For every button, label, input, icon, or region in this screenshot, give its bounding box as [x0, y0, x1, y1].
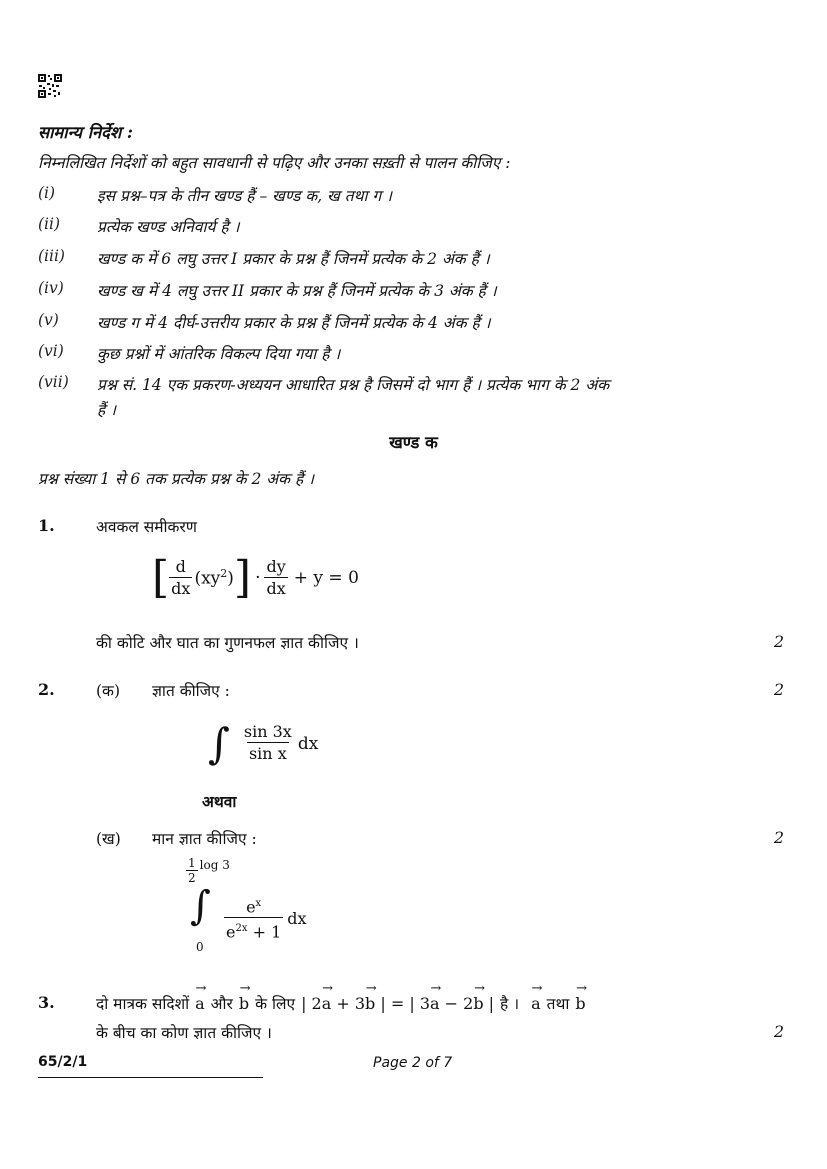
- instruction-item: [38, 215, 790, 239]
- question-number: 3.: [38, 993, 55, 1012]
- question-text: तथा: [546, 995, 570, 1013]
- instruction-text: प्रश्न सं. 14 एक प्रकरण-अध्ययन आधारित प्रश्न है जिसमें दो भाग हैं । प्रत्येक भाग के 2 अंक: [97, 376, 610, 394]
- instruction-text: कुछ प्रश्नों में आंतरिक विकल्प दिया गया है ।: [97, 345, 341, 363]
- marks: 2: [773, 680, 784, 699]
- question-text: अवकल समीकरण: [96, 518, 198, 536]
- definite-integral-expression: $\frac{1}{2}$ log 3 ∫ 0 $\frac{e^x}{e^{2x} + 1}$ dx: [188, 856, 307, 954]
- page-number: Page 2 of 7: [373, 1055, 453, 1071]
- question-text: की कोटि और घात का गुणनफल ज्ञात कीजिए ।: [96, 634, 359, 652]
- instruction-number: (ii): [38, 215, 61, 233]
- question-text: के लिए: [255, 995, 296, 1013]
- instruction-text: खण्ड क में 6 लघु उत्तर I प्रकार के प्रश्न हैं जिनमें प्रत्येक के 2 अंक हैं ।: [97, 250, 490, 268]
- instruction-item: [38, 247, 790, 271]
- instruction-text: खण्ड ग में 4 दीर्घ-उत्तरीय प्रकार के प्रश्न हैं जिनमें प्रत्येक के 4 अंक हैं ।: [97, 314, 491, 332]
- marks: 2: [773, 632, 784, 651]
- instruction-item: [38, 311, 790, 335]
- question-number: 1.: [38, 516, 55, 535]
- instructions-heading: सामान्य निर्देश :: [38, 123, 133, 142]
- section-title: खण्ड क: [389, 433, 438, 452]
- instructions-intro: निम्नलिखित निर्देशों को बहुत सावधानी से पढ़िए और उनका सख़्ती से पालन कीजिए :: [38, 154, 511, 172]
- marks: 2: [773, 828, 784, 847]
- instruction-text-continued: हैं ।: [97, 401, 117, 419]
- option-label: (ख): [96, 830, 121, 848]
- instruction-text: खण्ड ख में 4 लघु उत्तर II प्रकार के प्रश्न हैं जिनमें प्रत्येक के 3 अंक हैं ।: [97, 282, 497, 300]
- instruction-item: [38, 184, 790, 208]
- paper-code: 65/2/1: [38, 1054, 88, 1070]
- or-separator: अथवा: [202, 792, 237, 811]
- section-note: प्रश्न संख्या 1 से 6 तक प्रत्येक प्रश्न के 2 अंक हैं ।: [38, 470, 314, 488]
- instruction-item: [38, 342, 790, 366]
- vector-a: → a: [531, 994, 541, 1013]
- question-text: है ।: [500, 995, 520, 1013]
- qr-code-icon: [38, 74, 62, 98]
- question-text: और: [210, 995, 233, 1013]
- instruction-number: (iii): [38, 247, 65, 265]
- question-text: दो मात्रक सदिशों: [96, 995, 190, 1013]
- question-text: के बीच का कोण ज्ञात कीजिए ।: [96, 1024, 272, 1042]
- instruction-text: इस प्रश्न–पत्र के तीन खण्ड हैं – खण्ड क, ख तथा ग ।: [97, 187, 392, 205]
- marks: 2: [773, 1022, 784, 1041]
- instruction-text: प्रत्येक खण्ड अनिवार्य है ।: [97, 218, 240, 236]
- instruction-number: (vi): [38, 342, 64, 360]
- footer-divider: [38, 1077, 263, 1078]
- instruction-item: [38, 279, 790, 303]
- question-text-line: [96, 992, 586, 1014]
- question-number: 2.: [38, 680, 55, 699]
- instruction-number: (i): [38, 184, 56, 202]
- instruction-number: (v): [38, 311, 59, 329]
- differential-equation: [ $\frac{d}{dx}$ $(xy^2)$ ] · $\frac{dy}{dx}$ + y = 0: [152, 552, 359, 603]
- vector-a: → a: [195, 994, 205, 1013]
- instruction-number: (iv): [38, 279, 64, 297]
- question-text: ज्ञात कीजिए :: [152, 682, 230, 700]
- instruction-item: [38, 373, 790, 421]
- instruction-number: (vii): [38, 373, 69, 391]
- vector-b: → b: [575, 994, 585, 1013]
- vector-equation: | 2→ a + 3→ b | = | 3→ a − 2→ b |: [301, 994, 494, 1013]
- question-text: मान ज्ञात कीजिए :: [152, 830, 257, 848]
- integral-expression: ∫ $\frac{\sin 3x}{\text{sin x}}$ dx: [208, 718, 319, 768]
- option-label: (क): [96, 682, 120, 700]
- vector-b: → b: [239, 994, 249, 1013]
